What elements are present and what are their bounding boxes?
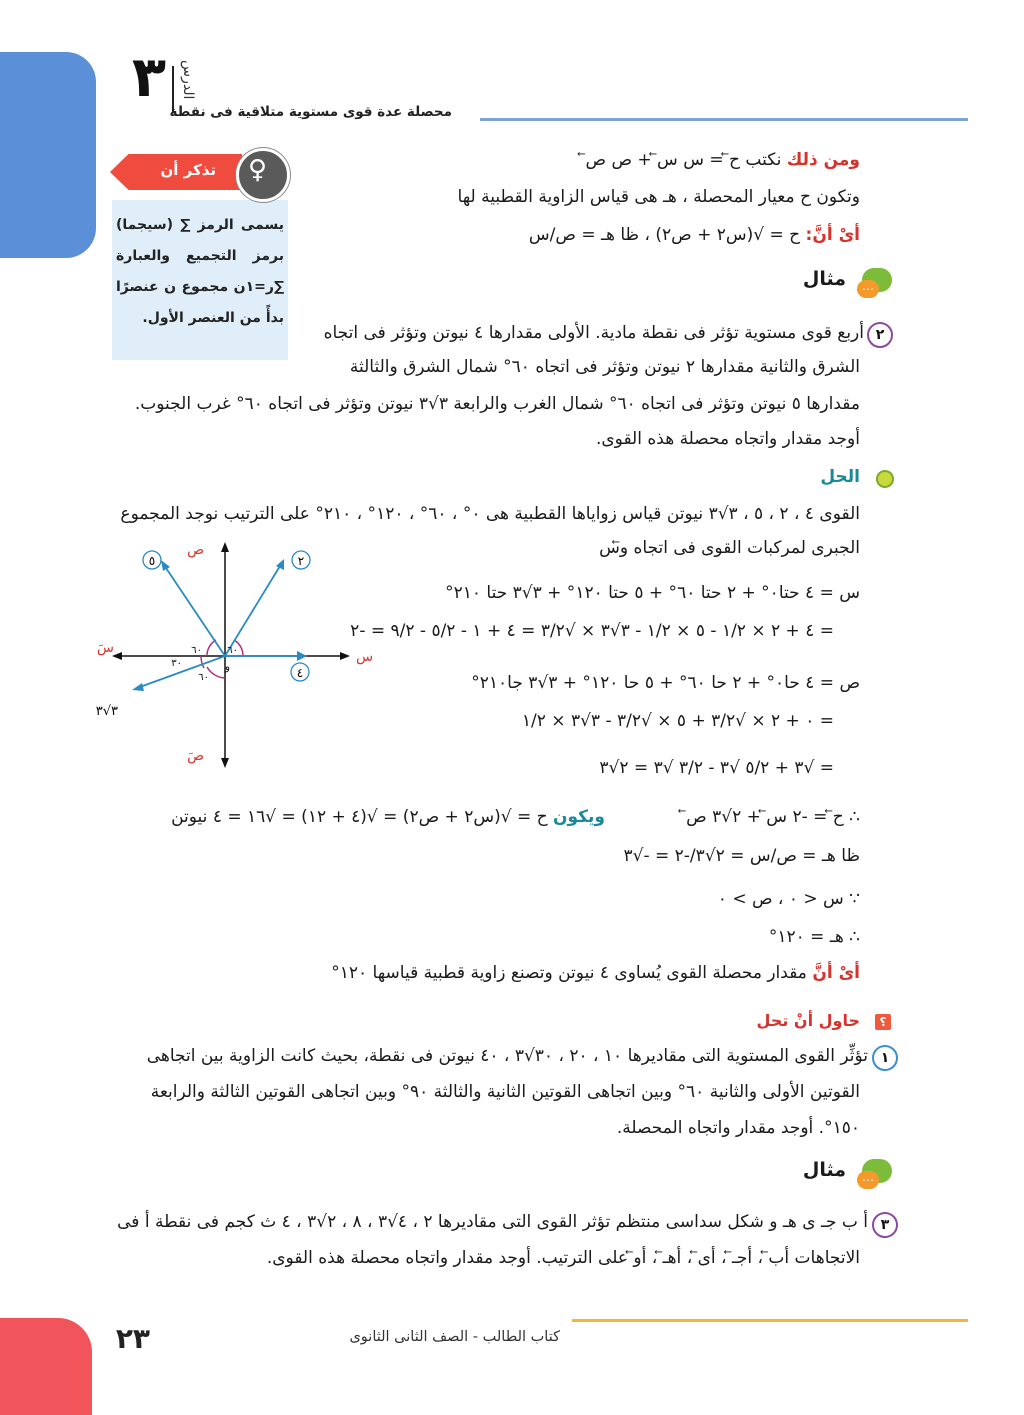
example-line-1: أربع قوى مستوية تؤثر فى نقطة مادية. الأولى مقدارها ٤ نيوتن وتؤثر فى اتجاه: [323, 323, 864, 343]
force-diagram: [95, 540, 374, 770]
sign-condition: ∵ س < ٠ ، ص > ٠: [717, 889, 860, 909]
question-number: ٢: [867, 322, 893, 348]
force-arrow-5-head: [161, 560, 170, 571]
conclusion-label: أىْ أنَّ: [812, 963, 860, 983]
resultant-vector: ∴ ح⃖ = -٢ س⃖ + ٢√٣ ص⃖: [686, 807, 860, 827]
axis-y-pos-label: ص: [187, 542, 204, 558]
lightbulb-icon: ♀: [248, 155, 268, 185]
angle-arc: [201, 656, 204, 668]
force-label-2: ٢: [297, 554, 305, 568]
angle-label: ٦٠: [191, 645, 202, 656]
force-label-5: ٥: [148, 554, 156, 568]
sum-x-2: = ٤ + ٢ × ١/٢ - ٥ × ١/٢ - ٣√٣ × √٣/٢ = ٤ + ١ - ٥/٢ - ٩/٢ = -٢: [350, 621, 834, 641]
question-number: ١: [872, 1045, 898, 1071]
intro-formula: نكتب ح⃖ = س س⃖ + ص ص⃖: [585, 150, 782, 170]
force-arrow-3root3: [140, 656, 225, 687]
force-arrow-3root3-head: [132, 683, 144, 691]
try-line-1: تؤثِّر القوى المستوية التى مقاديرها ١٠ ، ٢٠ ، ٣٠√٣ ، ٤٠ نيوتن فى نقطة، بحيث كانت الزاوية بين اتجاهى: [146, 1046, 868, 1066]
speech-bubble-icon: …: [857, 1171, 879, 1189]
force-arrow-2: [225, 566, 280, 656]
resultant-label: ويكون: [552, 807, 605, 827]
sum-x-1: س = ٤ حتا٠° + ٢ حتا ٦٠° + ٥ حتا ١٢٠° + ٣√٣ حتا ٢١٠°: [445, 583, 860, 603]
origin-label: و: [224, 660, 230, 673]
intro-conclusion-formula: ح = √(س٢ + ص٢) ، ظا هـ = ص/س: [528, 225, 801, 245]
remember-text: يسمى الرمز ∑ (سيجما) برمز التجميع والعبارة ∑ر=١ن مجموع ن عنصرًا بدأً من العنصر الأول.: [116, 217, 284, 326]
try-heading: حاول أنْ تحل: [756, 1011, 860, 1030]
force-arrow-5: [166, 568, 225, 656]
intro-label: ومن ذلك: [786, 150, 860, 170]
intro-line-2: وتكون ح معيار المحصلة ، هـ هى قياس الزاوية القطبية لها: [457, 187, 860, 207]
example-line-3: مقدارها ٥ نيوتن وتؤثر فى اتجاه ٦٠° شمال الغرب والرابعة ٣√٣ نيوتن وتؤثر فى اتجاه ٦٠° غرب الجنوب.: [134, 394, 860, 414]
solution-line-1: القوى ٤ ، ٢ ، ٥ ، ٣√٣ نيوتن قياس زواياها القطبية هى ٠° ، ٦٠° ، ١٢٠° ، ٢١٠° على الترتيب نوجد المجموع: [120, 504, 860, 524]
axis-x-neg-label: سَ: [96, 640, 114, 656]
angle-arc: [207, 667, 225, 678]
resultant-magnitude: [171, 806, 605, 828]
conclusion-text: مقدار محصلة القوى يُساوى ٤ نيوتن وتصنع زاوية قطبية قياسها ١٢٠°: [331, 963, 807, 983]
example-line-4: أوجد مقدار واتجاه محصلة هذه القوى.: [595, 429, 860, 449]
axis-x-pos-label: س: [356, 649, 374, 665]
angle-label: ٦٠: [198, 672, 209, 683]
force-arrow-2-head: [276, 559, 284, 570]
intro-line-1: [586, 149, 861, 171]
axis-y-neg-label: صَ: [187, 748, 204, 764]
example2-line-2: الاتجاهات أب⃖ ، أجـ⃖ ، أى⃖ ، أهـ⃖ ، أو⃖ على الترتيب. أوجد مقدار واتجاه محصلة هذه القوى.: [266, 1248, 860, 1268]
conclusion: [331, 962, 860, 984]
lesson-title: محصلة عدة قوى مستوية متلاقية فى نقطة: [169, 104, 452, 120]
example2-line-1: أ ب جـ ى هـ و شكل سداسى منتظم تؤثر القوى التى مقاديرها ٢ ، ٤√٣ ، ٨ ، ٢√٣ ، ٤ ث كجم فى نقطة أ فى: [117, 1212, 868, 1232]
force-arrow-4-head: [297, 651, 307, 661]
footer-book-title: كتاب الطالب - الصف الثانى الثانوى: [349, 1329, 560, 1345]
sum-y-3: = √٣ + ٥/٢ √٣ - ٣/٢ √٣ = ٢√٣: [599, 758, 834, 778]
remember-title: تذكر أن: [160, 161, 216, 179]
angle-result: ∴ هـ = ١٢٠°: [768, 927, 860, 947]
try-icon: ؟: [875, 1014, 891, 1030]
sum-y-1: ص = ٤ حا٠° + ٢ حا ٦٠° + ٥ حا ١٢٠° + ٣√٣ جا٢١٠°: [471, 673, 860, 693]
chapter-tab: [0, 52, 96, 258]
try-line-3: ١٥٠°. أوجد مقدار واتجاه المحصلة.: [616, 1118, 860, 1138]
speech-bubble-icon: …: [857, 280, 879, 298]
force-label-4: ٤: [296, 666, 304, 680]
example-heading: مثال: [802, 268, 846, 290]
page-corner-tab: [0, 1318, 92, 1415]
solution-line-2: الجبرى لمركبات القوى فى اتجاه و⃖س: [599, 538, 860, 558]
y-axis-arrow: [221, 542, 229, 552]
footer-rule: [572, 1319, 968, 1322]
question-number: ٣: [872, 1212, 898, 1238]
lesson-number: ٣: [131, 45, 166, 110]
force-label-3root3: ٣√٣: [95, 704, 118, 719]
try-line-2: القوتين الأولى والثانية ٦٠° وبين اتجاهى القوتين الثانية والثالثة ٩٠° وبين اتجاهى القوتين الثالثة والرابعة: [150, 1082, 860, 1102]
intro-line-3: [529, 224, 860, 246]
page-number: ٢٣: [115, 1322, 150, 1355]
lesson-label: الدرس: [180, 60, 196, 100]
example-line-2: الشرق والثانية مقدارها ٢ نيوتن وتؤثر فى اتجاه ٦٠° شمال الشرق والثالثة: [349, 357, 860, 377]
solution-heading: الحل: [820, 467, 860, 487]
x-axis-arrow: [340, 652, 350, 660]
angle-arc: [207, 640, 216, 656]
intro-conclusion-label: أىْ أنَّ:: [805, 225, 860, 245]
green-dot-icon: [876, 470, 894, 488]
resultant-formula: ح = √(س٢ + ص٢) = √(٤ + ١٢) = √١٦ = ٤ نيوتن: [171, 807, 548, 827]
angle-label: ٦٠: [227, 645, 238, 656]
angle-label: ٣٠: [171, 658, 182, 669]
tan-angle: ظا هـ = ص/س = ٢√٣/-٢ = -√٣: [623, 846, 860, 866]
y-axis-neg-arrow: [221, 758, 229, 768]
header-rule: [480, 118, 968, 121]
example-heading: مثال: [802, 1159, 846, 1181]
sum-y-2: = ٠ + ٢ × √٣/٢ + ٥ × √٣/٢ - ٣√٣ × ١/٢: [521, 711, 834, 731]
